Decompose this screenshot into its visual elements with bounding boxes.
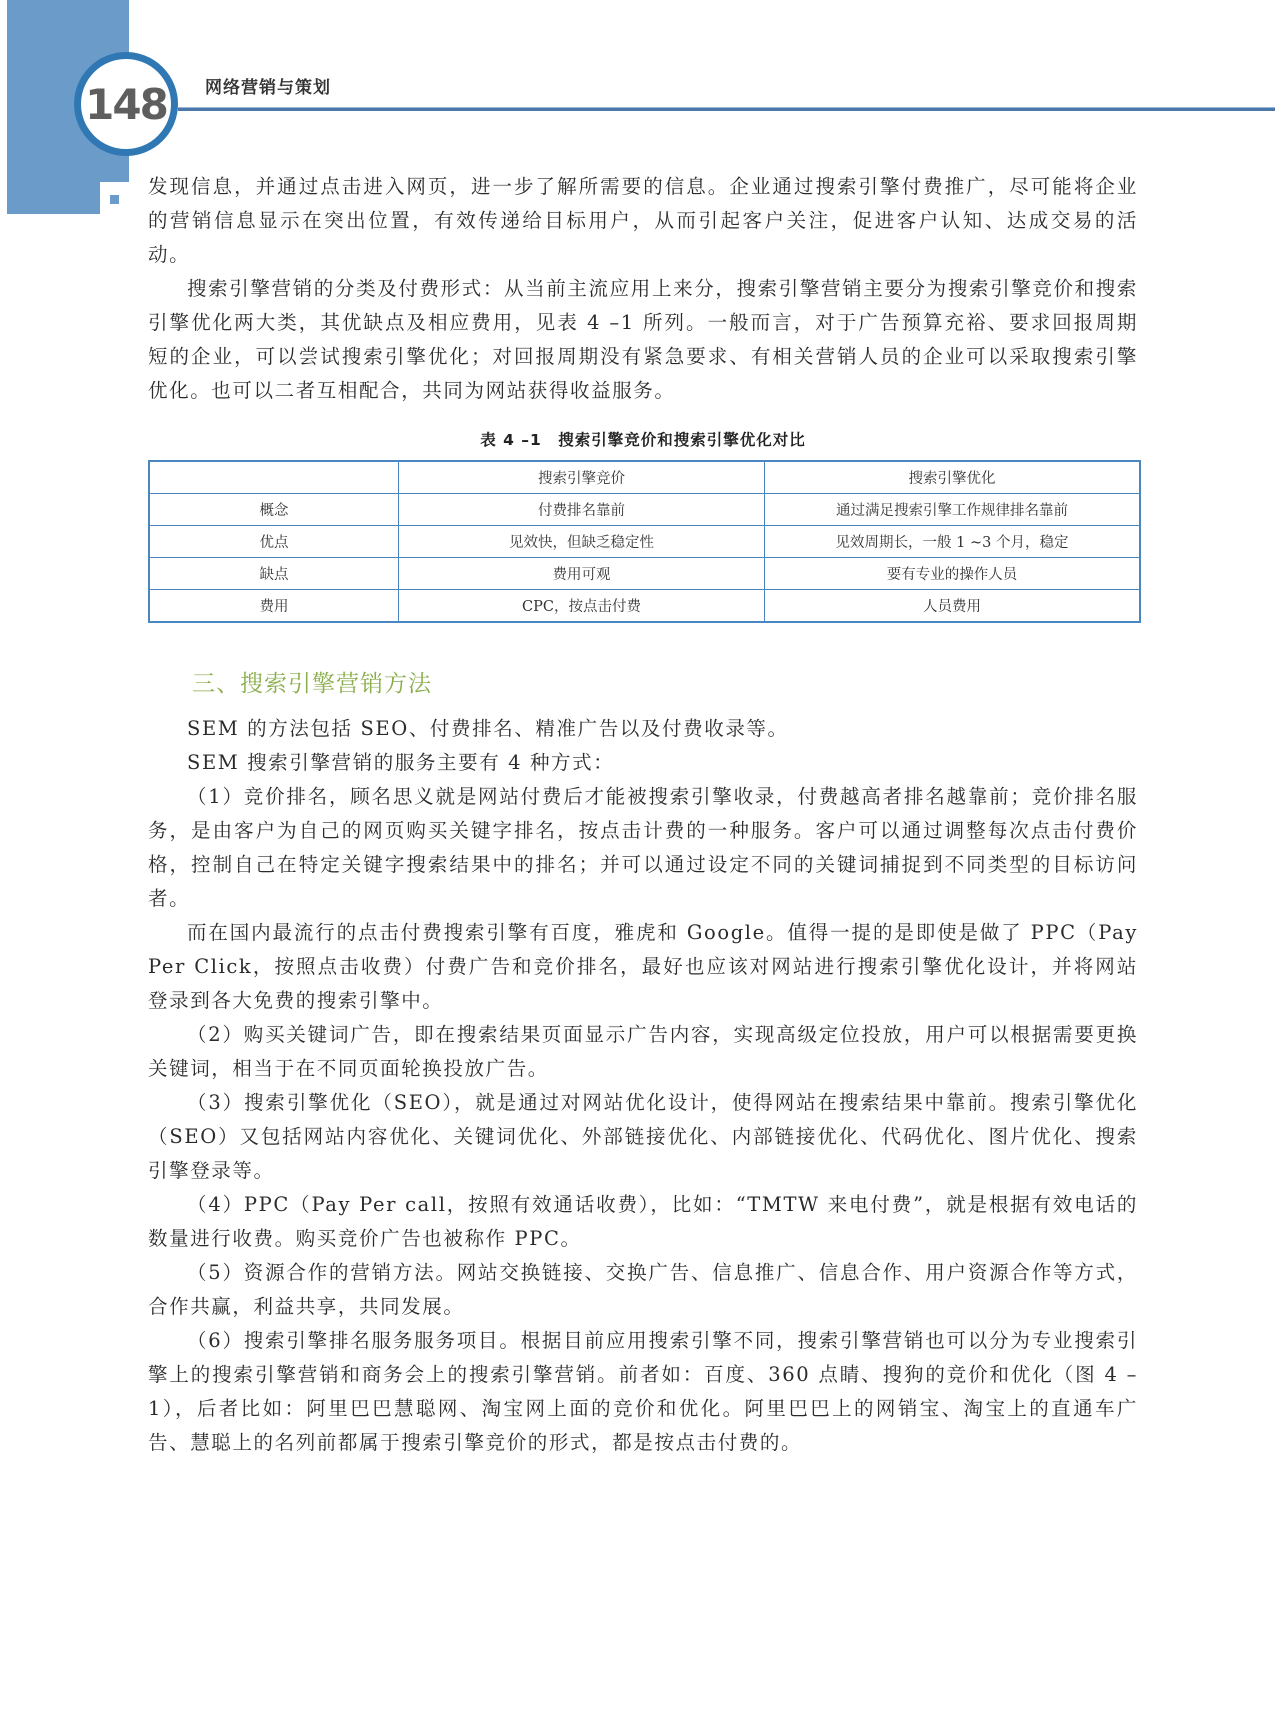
running-header-title: 网络营销与策划 (205, 78, 331, 98)
table-cell: 人员费用 (765, 590, 1141, 623)
section-heading: 三、搜索引擎营销方法 (192, 671, 432, 697)
table-row-label: 缺点 (149, 558, 399, 590)
table-row (149, 494, 1140, 526)
paragraph: SEM 搜索引擎营销的服务主要有 4 种方式： (187, 751, 615, 774)
table-cell: 要有专业的操作人员 (765, 558, 1141, 590)
table-cell: 通过满足搜索引擎工作规律排名靠前 (765, 494, 1141, 526)
table-caption: 表 4 –1 搜索引擎竞价和搜索引擎优化对比 (480, 431, 806, 449)
table-row (149, 558, 1140, 590)
table-header-cell: 搜索引擎竞价 (399, 461, 765, 494)
table-header-cell: 搜索引擎优化 (765, 461, 1141, 494)
page-number: 148 (85, 79, 167, 129)
comparison-table (148, 460, 1141, 623)
table-header-row (149, 461, 1140, 494)
list-item-paragraph: （2）购买关键词广告，即在搜索结果页面显示广告内容，实现高级定位投放，用户可以根据需要更换关键词，相当于在不同页面轮换投放广告。 (148, 1023, 1138, 1080)
list-item-paragraph: （4）PPC（Pay Per call，按照有效通话收费），比如：“TMTW 来电付费”，就是根据有效电话的数量进行收费。购买竞价广告也被称作 PPC。 (148, 1193, 1138, 1250)
list-item-paragraph: （5）资源合作的营销方法。网站交换链接、交换广告、信息推广、信息合作、用户资源合作等方式，合作共赢，利益共享，共同发展。 (148, 1261, 1138, 1318)
table-cell: 费用可观 (399, 558, 765, 590)
paragraph: 搜索引擎营销的分类及付费形式：从当前主流应用上来分，搜索引擎营销主要分为搜索引擎竞价和搜索引擎优化两大类，其优缺点及相应费用，见表 4 –1 所列。一般而言，对于广告预算充裕、要求回报周期短的企业，可以尝试搜索引擎优化；对回报周期没有紧急要求、有相关营销人员的企业可以采取搜索引擎优化。也可以二者互相配合，共同为网站获得收益服务。 (148, 277, 1138, 402)
table-cell: 付费排名靠前 (399, 494, 765, 526)
table-row-label: 优点 (149, 526, 399, 558)
list-item-paragraph: （1）竞价排名，顾名思义就是网站付费后才能被搜索引擎收录，付费越高者排名越靠前；竞价排名服务，是由客户为自己的网页购买关键字排名，按点击计费的一种服务。客户可以通过调整每次点击付费价格，控制自己在特定关键字搜索结果中的排名；并可以通过设定不同的关键词捕捉到不同类型的目标访问者。 (148, 785, 1138, 910)
table-cell: 见效快，但缺乏稳定性 (399, 526, 765, 558)
header-decoration-pixel (110, 195, 119, 204)
paragraph: 而在国内最流行的点击付费搜索引擎有百度，雅虎和 Google。值得一提的是即使是做了 PPC（Pay Per Click，按照点击收费）付费广告和竞价排名，最好也应该对网站进行搜索引擎优化设计，并将网站登录到各大免费的搜索引擎中。 (148, 921, 1138, 1012)
table-cell: 见效周期长，一般 1 ~3 个月，稳定 (765, 526, 1141, 558)
table-header-cell (149, 461, 399, 494)
list-item-paragraph: （3）搜索引擎优化（SEO），就是通过对网站优化设计，使得网站在搜索结果中靠前。搜索引擎优化（SEO）又包括网站内容优化、关键词优化、外部链接优化、内部链接优化、代码优化、图片优化、搜索引擎登录等。 (148, 1091, 1138, 1182)
page-content (148, 170, 1138, 1460)
table-row (149, 590, 1140, 623)
table-row-label: 费用 (149, 590, 399, 623)
list-item-paragraph: （6）搜索引擎排名服务服务项目。根据目前应用搜索引擎不同，搜索引擎营销也可以分为专业搜索引擎上的搜索引擎营销和商务会上的搜索引擎营销。前者如：百度、360 点睛、搜狗的竞价和优化（图 4 –1），后者比如：阿里巴巴慧聪网、淘宝网上面的竞价和优化。阿里巴巴上的网销宝、淘宝上的直通车广告、慧聪上的名列前都属于搜索引擎竞价的形式，都是按点击付费的。 (148, 1329, 1138, 1454)
table-row (149, 526, 1140, 558)
header-decoration-pixel (100, 186, 110, 195)
header-rule (178, 107, 1275, 111)
table-cell: CPC，按点击付费 (399, 590, 765, 623)
paragraph: SEM 的方法包括 SEO、付费排名、精准广告以及付费收录等。 (187, 717, 789, 740)
table-row-label: 概念 (149, 494, 399, 526)
page-number-badge (74, 52, 178, 156)
paragraph: 发现信息，并通过点击进入网页，进一步了解所需要的信息。企业通过搜索引擎付费推广，尽可能将企业的营销信息显示在突出位置，有效传递给目标用户，从而引起客户关注，促进客户认知、达成交易的活动。 (148, 175, 1138, 266)
